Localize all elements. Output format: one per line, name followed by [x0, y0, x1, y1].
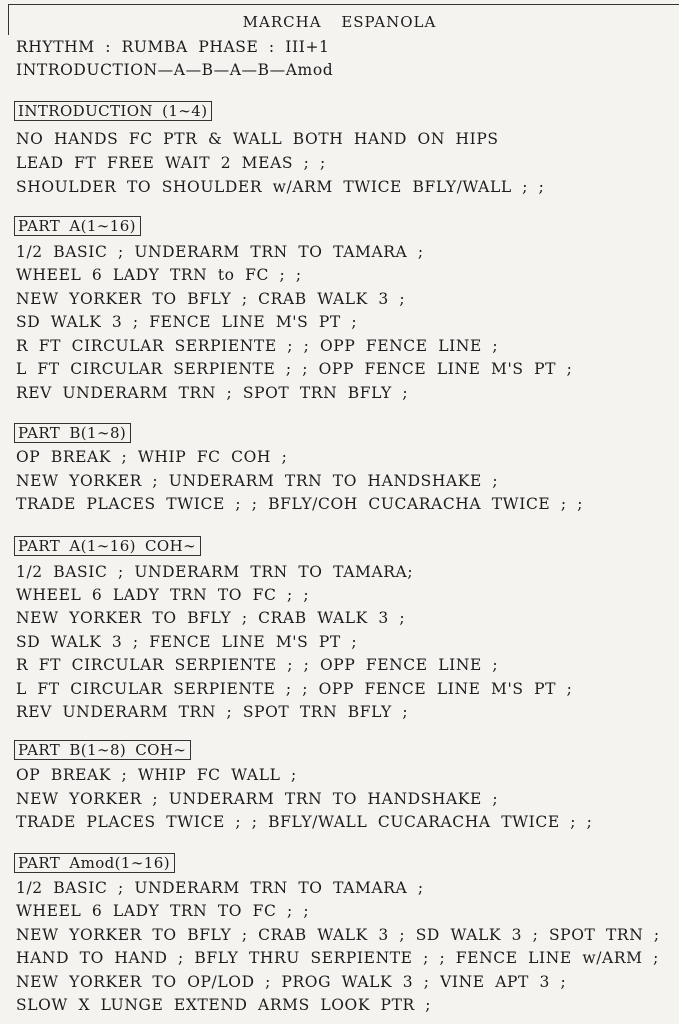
cue-line: R FT CIRCULAR SERPIENTE ; ; OPP FENCE LINE ;	[16, 656, 499, 674]
cue-line: 1/2 BASIC ; UNDERARM TRN TO TAMARA;	[16, 563, 414, 581]
cue-line: TRADE PLACES TWICE ; ; BFLY/COH CUCARACHA TWICE ; ;	[16, 495, 584, 513]
cue-line: NEW YORKER TO OP/LOD ; PROG WALK 3 ; VINE APT 3 ;	[16, 973, 567, 991]
cue-line: TRADE PLACES TWICE ; ; BFLY/WALL CUCARACHA TWICE ; ;	[16, 813, 593, 831]
cue-line: OP BREAK ; WHIP FC WALL ;	[16, 766, 297, 784]
cue-line: L FT CIRCULAR SERPIENTE ; ; OPP FENCE LINE M'S PT ;	[16, 680, 573, 698]
cue-line: NO HANDS FC PTR & WALL BOTH HAND ON HIPS	[16, 130, 499, 148]
cue-line: NEW YORKER ; UNDERARM TRN TO HANDSHAKE ;	[16, 472, 499, 490]
cue-line: LEAD FT FREE WAIT 2 MEAS ; ;	[16, 154, 326, 172]
cue-line: L FT CIRCULAR SERPIENTE ; ; OPP FENCE LINE M'S PT ;	[16, 360, 573, 378]
cue-line: SD WALK 3 ; FENCE LINE M'S PT ;	[16, 633, 358, 651]
cue-line: NEW YORKER TO BFLY ; CRAB WALK 3 ;	[16, 290, 406, 308]
cue-line: 1/2 BASIC ; UNDERARM TRN TO TAMARA ;	[16, 243, 424, 261]
cue-line: WHEEL 6 LADY TRN TO FC ; ;	[16, 586, 310, 604]
section-header-part-a-coh: PART A(1∼16) COH∼	[14, 536, 201, 556]
section-header-part-a: PART A(1∼16)	[14, 216, 141, 236]
cue-line: NEW YORKER ; UNDERARM TRN TO HANDSHAKE ;	[16, 790, 499, 808]
cue-line: NEW YORKER TO BFLY ; CRAB WALK 3 ; SD WALK 3 ; SPOT TRN ;	[16, 926, 660, 944]
cue-line: OP BREAK ; WHIP FC COH ;	[16, 448, 288, 466]
cue-line: WHEEL 6 LADY TRN TO FC ; ;	[16, 902, 310, 920]
cue-line: R FT CIRCULAR SERPIENTE ; ; OPP FENCE LINE ;	[16, 337, 499, 355]
section-header-introduction: INTRODUCTION (1∼4)	[14, 101, 212, 121]
cue-line: SHOULDER TO SHOULDER w/ARM TWICE BFLY/WALL ; ;	[16, 178, 545, 196]
cue-line: HAND TO HAND ; BFLY THRU SERPIENTE ; ; FENCE LINE w/ARM ;	[16, 949, 659, 967]
dance-title: MARCHA ESPANOLA	[242, 13, 437, 31]
sequence-line: INTRODUCTION—A—B—A—B—Amod	[16, 61, 334, 79]
cue-line: SLOW X LUNGE EXTEND ARMS LOOK PTR ;	[16, 996, 432, 1014]
cue-line: 1/2 BASIC ; UNDERARM TRN TO TAMARA ;	[16, 879, 424, 897]
cue-line: REV UNDERARM TRN ; SPOT TRN BFLY ;	[16, 384, 409, 402]
rhythm-phase-line: RHYTHM : RUMBA PHASE : III+1	[16, 38, 330, 56]
section-header-part-b: PART B(1∼8)	[14, 423, 131, 443]
cue-line: NEW YORKER TO BFLY ; CRAB WALK 3 ;	[16, 609, 406, 627]
cue-line: SD WALK 3 ; FENCE LINE M'S PT ;	[16, 313, 358, 331]
cue-line: REV UNDERARM TRN ; SPOT TRN BFLY ;	[16, 703, 409, 721]
section-header-part-b-coh: PART B(1∼8) COH∼	[14, 740, 191, 760]
section-header-part-amod: PART Amod(1∼16)	[14, 853, 175, 873]
cue-line: WHEEL 6 LADY TRN to FC ; ;	[16, 266, 302, 284]
